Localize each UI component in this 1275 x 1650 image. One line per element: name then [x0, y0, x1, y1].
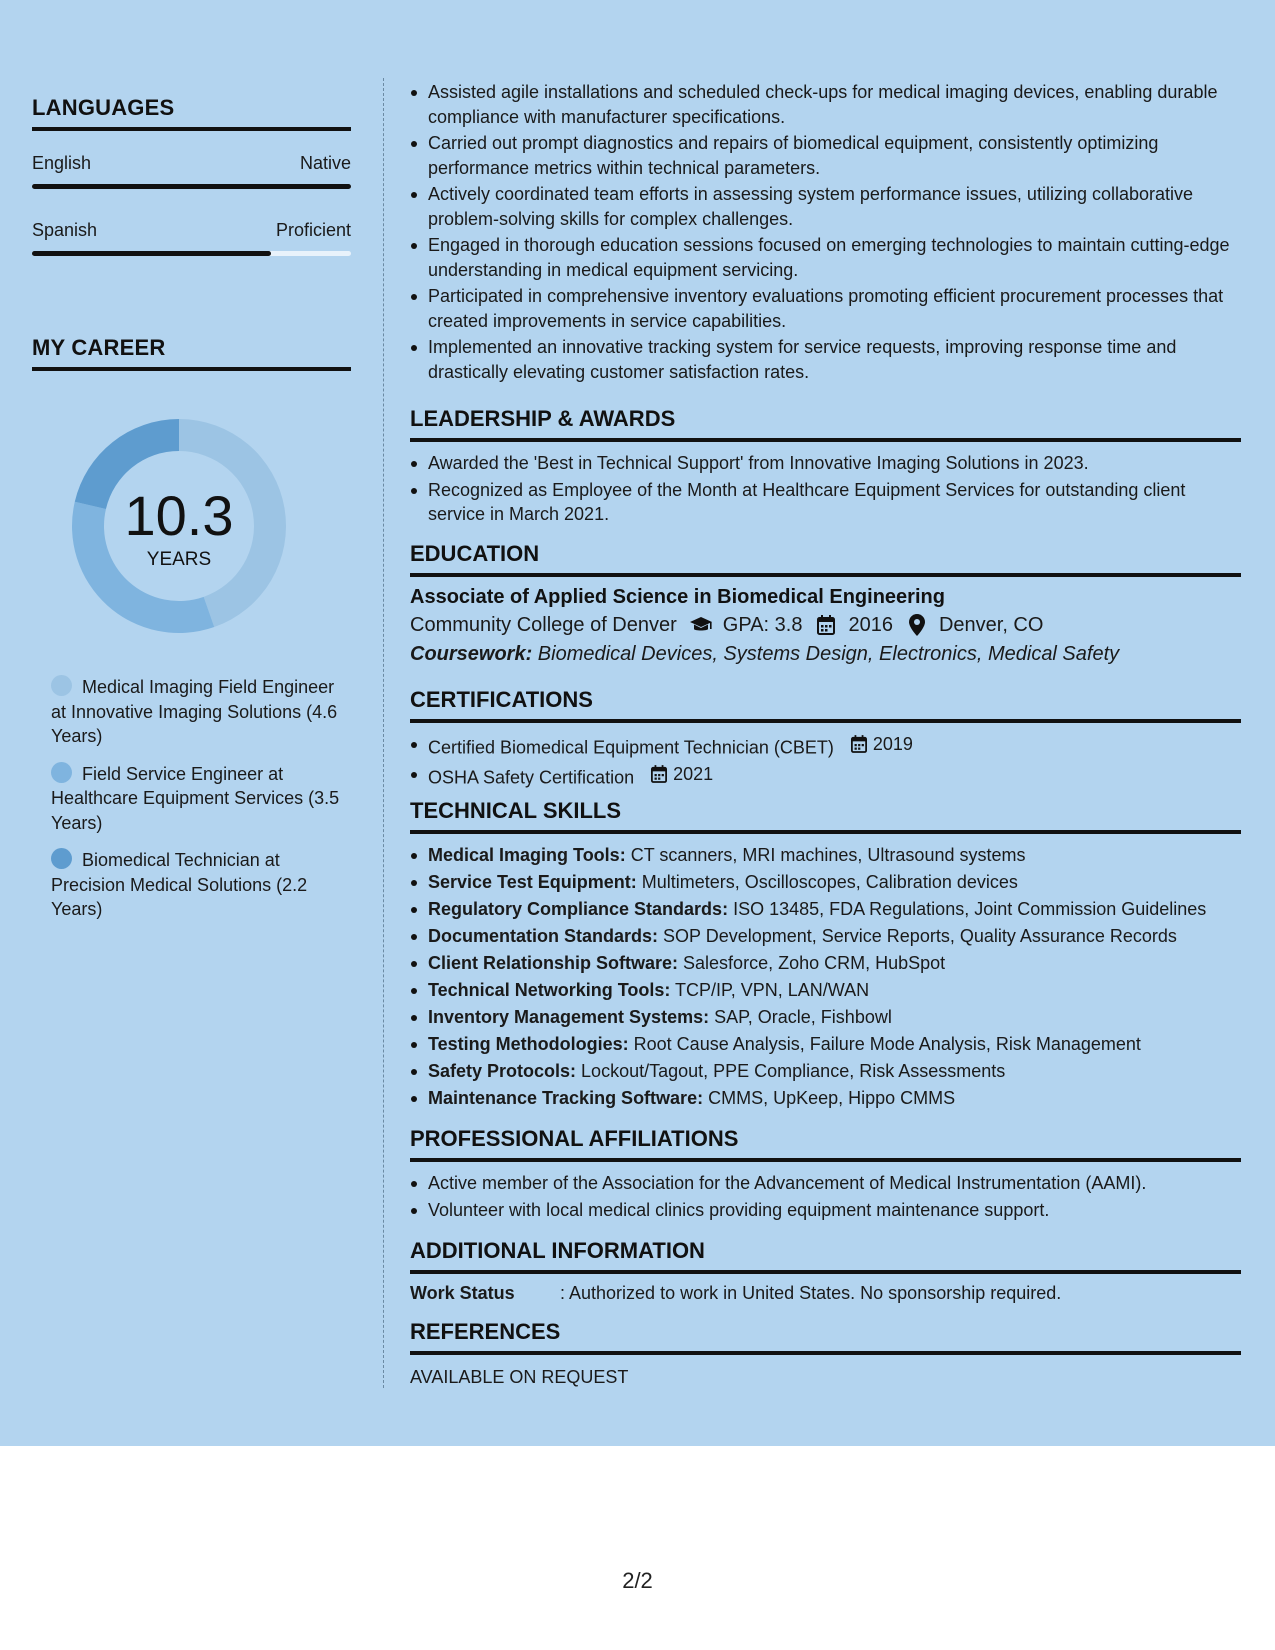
work-status-row: [410, 1283, 1241, 1304]
calendar-icon: [851, 735, 869, 753]
language-level: Proficient: [275, 220, 351, 240]
coursework-list: Biomedical Devices, Systems Design, Electronics, Medical Safety: [532, 643, 1120, 665]
skill-label: Regulatory Compliance Standards:: [428, 899, 729, 919]
total-years-unit: YEARS: [146, 549, 212, 570]
education-section: [410, 541, 1241, 666]
skills-list: [410, 843, 1241, 1111]
graduation-cap-icon: [689, 613, 713, 637]
skill-label: Maintenance Tracking Software:: [428, 1088, 704, 1108]
certification-year: 2019: [872, 734, 913, 754]
additional-title: ADDITIONAL INFORMATION: [410, 1238, 705, 1263]
work-status-value: : Authorized to work in United States. No sponsorship required.: [560, 1283, 1062, 1303]
experience-bullet: Assisted agile installations and scheduled check-ups for medical imaging devices, enabling durable compliance with manufacturer specifications.: [410, 80, 1241, 129]
gpa: GPA: 3.8: [722, 613, 803, 636]
coursework-label: Coursework:: [410, 643, 533, 665]
school-name: Community College of Denver: [410, 613, 677, 636]
language-name: Spanish: [32, 220, 98, 240]
map-pin-icon: [905, 613, 929, 637]
career-rule: [32, 367, 351, 371]
page-number: 2/2: [622, 1568, 653, 1593]
certifications-title: CERTIFICATIONS: [410, 687, 593, 712]
language-item: [32, 153, 351, 189]
references-title: REFERENCES: [410, 1319, 561, 1344]
skill-label: Technical Networking Tools:: [428, 980, 671, 1000]
skills-rule: [410, 830, 1241, 834]
additional-section: [410, 1238, 1241, 1304]
career-title: MY CAREER: [32, 335, 166, 360]
career-legend: [51, 675, 341, 922]
language-proficiency-fill: [32, 184, 351, 189]
degree-name: Associate of Applied Science in Biomedical Engineering: [410, 586, 945, 608]
experience-bullet: Carried out prompt diagnostics and repairs of biomedical equipment, consistently optimizing performance metrics within technical parameters.: [410, 131, 1241, 180]
skill-item: [410, 870, 1241, 895]
certification-name: Certified Biomedical Equipment Technician (CBET): [428, 737, 834, 758]
affiliation-item: Volunteer with local medical clinics providing equipment maintenance support.: [410, 1198, 1241, 1223]
skill-item: [410, 843, 1241, 868]
career-legend-item: [51, 675, 341, 749]
column-divider: [383, 78, 384, 1388]
legend-dot-icon: [51, 848, 72, 869]
skill-item: [410, 951, 1241, 976]
references-rule: [410, 1351, 1241, 1355]
career-legend-text: Medical Imaging Field Engineer at Innovative Imaging Solutions (4.6 Years): [51, 677, 338, 746]
skill-value: SOP Development, Service Reports, Quality Assurance Records: [658, 926, 1177, 946]
school-location: Denver, CO: [938, 613, 1044, 636]
career-legend-text: Field Service Engineer at Healthcare Equipment Services (3.5 Years): [51, 763, 340, 833]
affiliations-section: [410, 1126, 1241, 1224]
skill-label: Service Test Equipment:: [428, 872, 637, 892]
education-title: EDUCATION: [410, 541, 540, 566]
affiliations-rule: [410, 1158, 1241, 1162]
experience-bullet: Actively coordinated team efforts in assessing system performance issues, utilizing collaborative problem-solving skills for complex challenges.: [410, 182, 1241, 231]
graduation-year: 2016: [848, 613, 893, 636]
language-proficiency-bar: [32, 251, 351, 256]
languages-rule: [32, 127, 351, 131]
skill-value: ISO 13485, FDA Regulations, Joint Commission Guidelines: [728, 899, 1207, 919]
language-level: Native: [299, 153, 351, 173]
calendar-icon: [814, 613, 838, 637]
certifications-rule: [410, 719, 1241, 723]
education-rule: [410, 573, 1241, 577]
coursework: [410, 643, 1241, 666]
skill-item: [410, 1086, 1241, 1111]
skill-value: TCP/IP, VPN, LAN/WAN: [670, 980, 870, 1000]
experience-bullet: Participated in comprehensive inventory evaluations promoting efficient procurement processes that created improvements in service capabilities.: [410, 284, 1241, 333]
language-proficiency-bar: [32, 184, 351, 189]
leadership-title: LEADERSHIP & AWARDS: [410, 406, 676, 431]
skill-value: Lockout/Tagout, PPE Compliance, Risk Assessments: [576, 1061, 1006, 1081]
certification-item: [410, 732, 1241, 760]
skill-item: [410, 897, 1241, 922]
skill-value: CT scanners, MRI machines, Ultrasound systems: [625, 845, 1026, 865]
references-text: AVAILABLE ON REQUEST: [410, 1367, 629, 1387]
certification-item: [410, 762, 1241, 790]
languages-section: [32, 95, 351, 256]
skill-value: SAP, Oracle, Fishbowl: [709, 1007, 892, 1027]
skill-label: Inventory Management Systems:: [428, 1007, 710, 1027]
career-legend-text: Biomedical Technician at Precision Medical Solutions (2.2 Years): [51, 850, 308, 919]
skill-item: [410, 1032, 1241, 1057]
award-item: Recognized as Employee of the Month at Healthcare Equipment Services for outstanding client service in March 2021.: [410, 478, 1241, 527]
certification-name: OSHA Safety Certification: [428, 767, 635, 787]
leadership-section: [410, 406, 1241, 529]
language-item: [32, 220, 351, 256]
certifications-section: [410, 687, 1241, 792]
leadership-rule: [410, 438, 1241, 442]
skills-section: [410, 798, 1241, 1113]
work-status-label: Work Status: [410, 1283, 515, 1303]
skill-item: [410, 924, 1241, 949]
award-item: Awarded the 'Best in Technical Support' from Innovative Imaging Solutions in 2023.: [410, 451, 1241, 476]
experience-bullets: [410, 80, 1241, 386]
skills-title: TECHNICAL SKILLS: [410, 798, 622, 823]
experience-bullet: Implemented an innovative tracking system for service requests, improving response time and drastically elevating customer satisfaction rates.: [410, 335, 1241, 384]
skill-value: Root Cause Analysis, Failure Mode Analysis, Risk Management: [628, 1034, 1141, 1054]
skill-label: Testing Methodologies:: [428, 1034, 629, 1054]
references-section: [410, 1319, 1241, 1388]
career-legend-item: [51, 848, 341, 922]
experience-bullet: Engaged in thorough education sessions focused on emerging technologies to maintain cutting-edge understanding in medical equipment servicing.: [410, 233, 1241, 282]
certification-year: 2021: [673, 763, 714, 784]
affiliations-title: PROFESSIONAL AFFILIATIONS: [410, 1126, 739, 1151]
career-legend-item: [51, 762, 341, 836]
affiliation-item: Active member of the Association for the Advancement of Medical Instrumentation (AAMI).: [410, 1171, 1241, 1196]
skill-value: CMMS, UpKeep, Hippo CMMS: [703, 1088, 956, 1108]
languages-title: LANGUAGES: [32, 95, 175, 120]
language-name: English: [32, 153, 92, 173]
language-proficiency-fill: [32, 251, 271, 256]
skill-value: Multimeters, Oscilloscopes, Calibration devices: [636, 872, 1018, 892]
skill-label: Documentation Standards:: [428, 926, 659, 946]
career-section: [32, 335, 351, 371]
calendar-icon: [651, 765, 669, 783]
skill-item: [410, 978, 1241, 1003]
education-meta: [410, 613, 1241, 637]
skill-value: Salesforce, Zoho CRM, HubSpot: [678, 953, 946, 973]
legend-dot-icon: [51, 762, 72, 783]
legend-dot-icon: [51, 675, 72, 696]
skill-item: [410, 1059, 1241, 1084]
additional-rule: [410, 1270, 1241, 1274]
skill-label: Safety Protocols:: [428, 1061, 577, 1081]
skill-label: Client Relationship Software:: [428, 953, 679, 973]
career-donut-chart: [66, 413, 292, 639]
skill-item: [410, 1005, 1241, 1030]
total-years-value: 10.3: [124, 484, 234, 547]
skill-label: Medical Imaging Tools:: [428, 845, 626, 865]
